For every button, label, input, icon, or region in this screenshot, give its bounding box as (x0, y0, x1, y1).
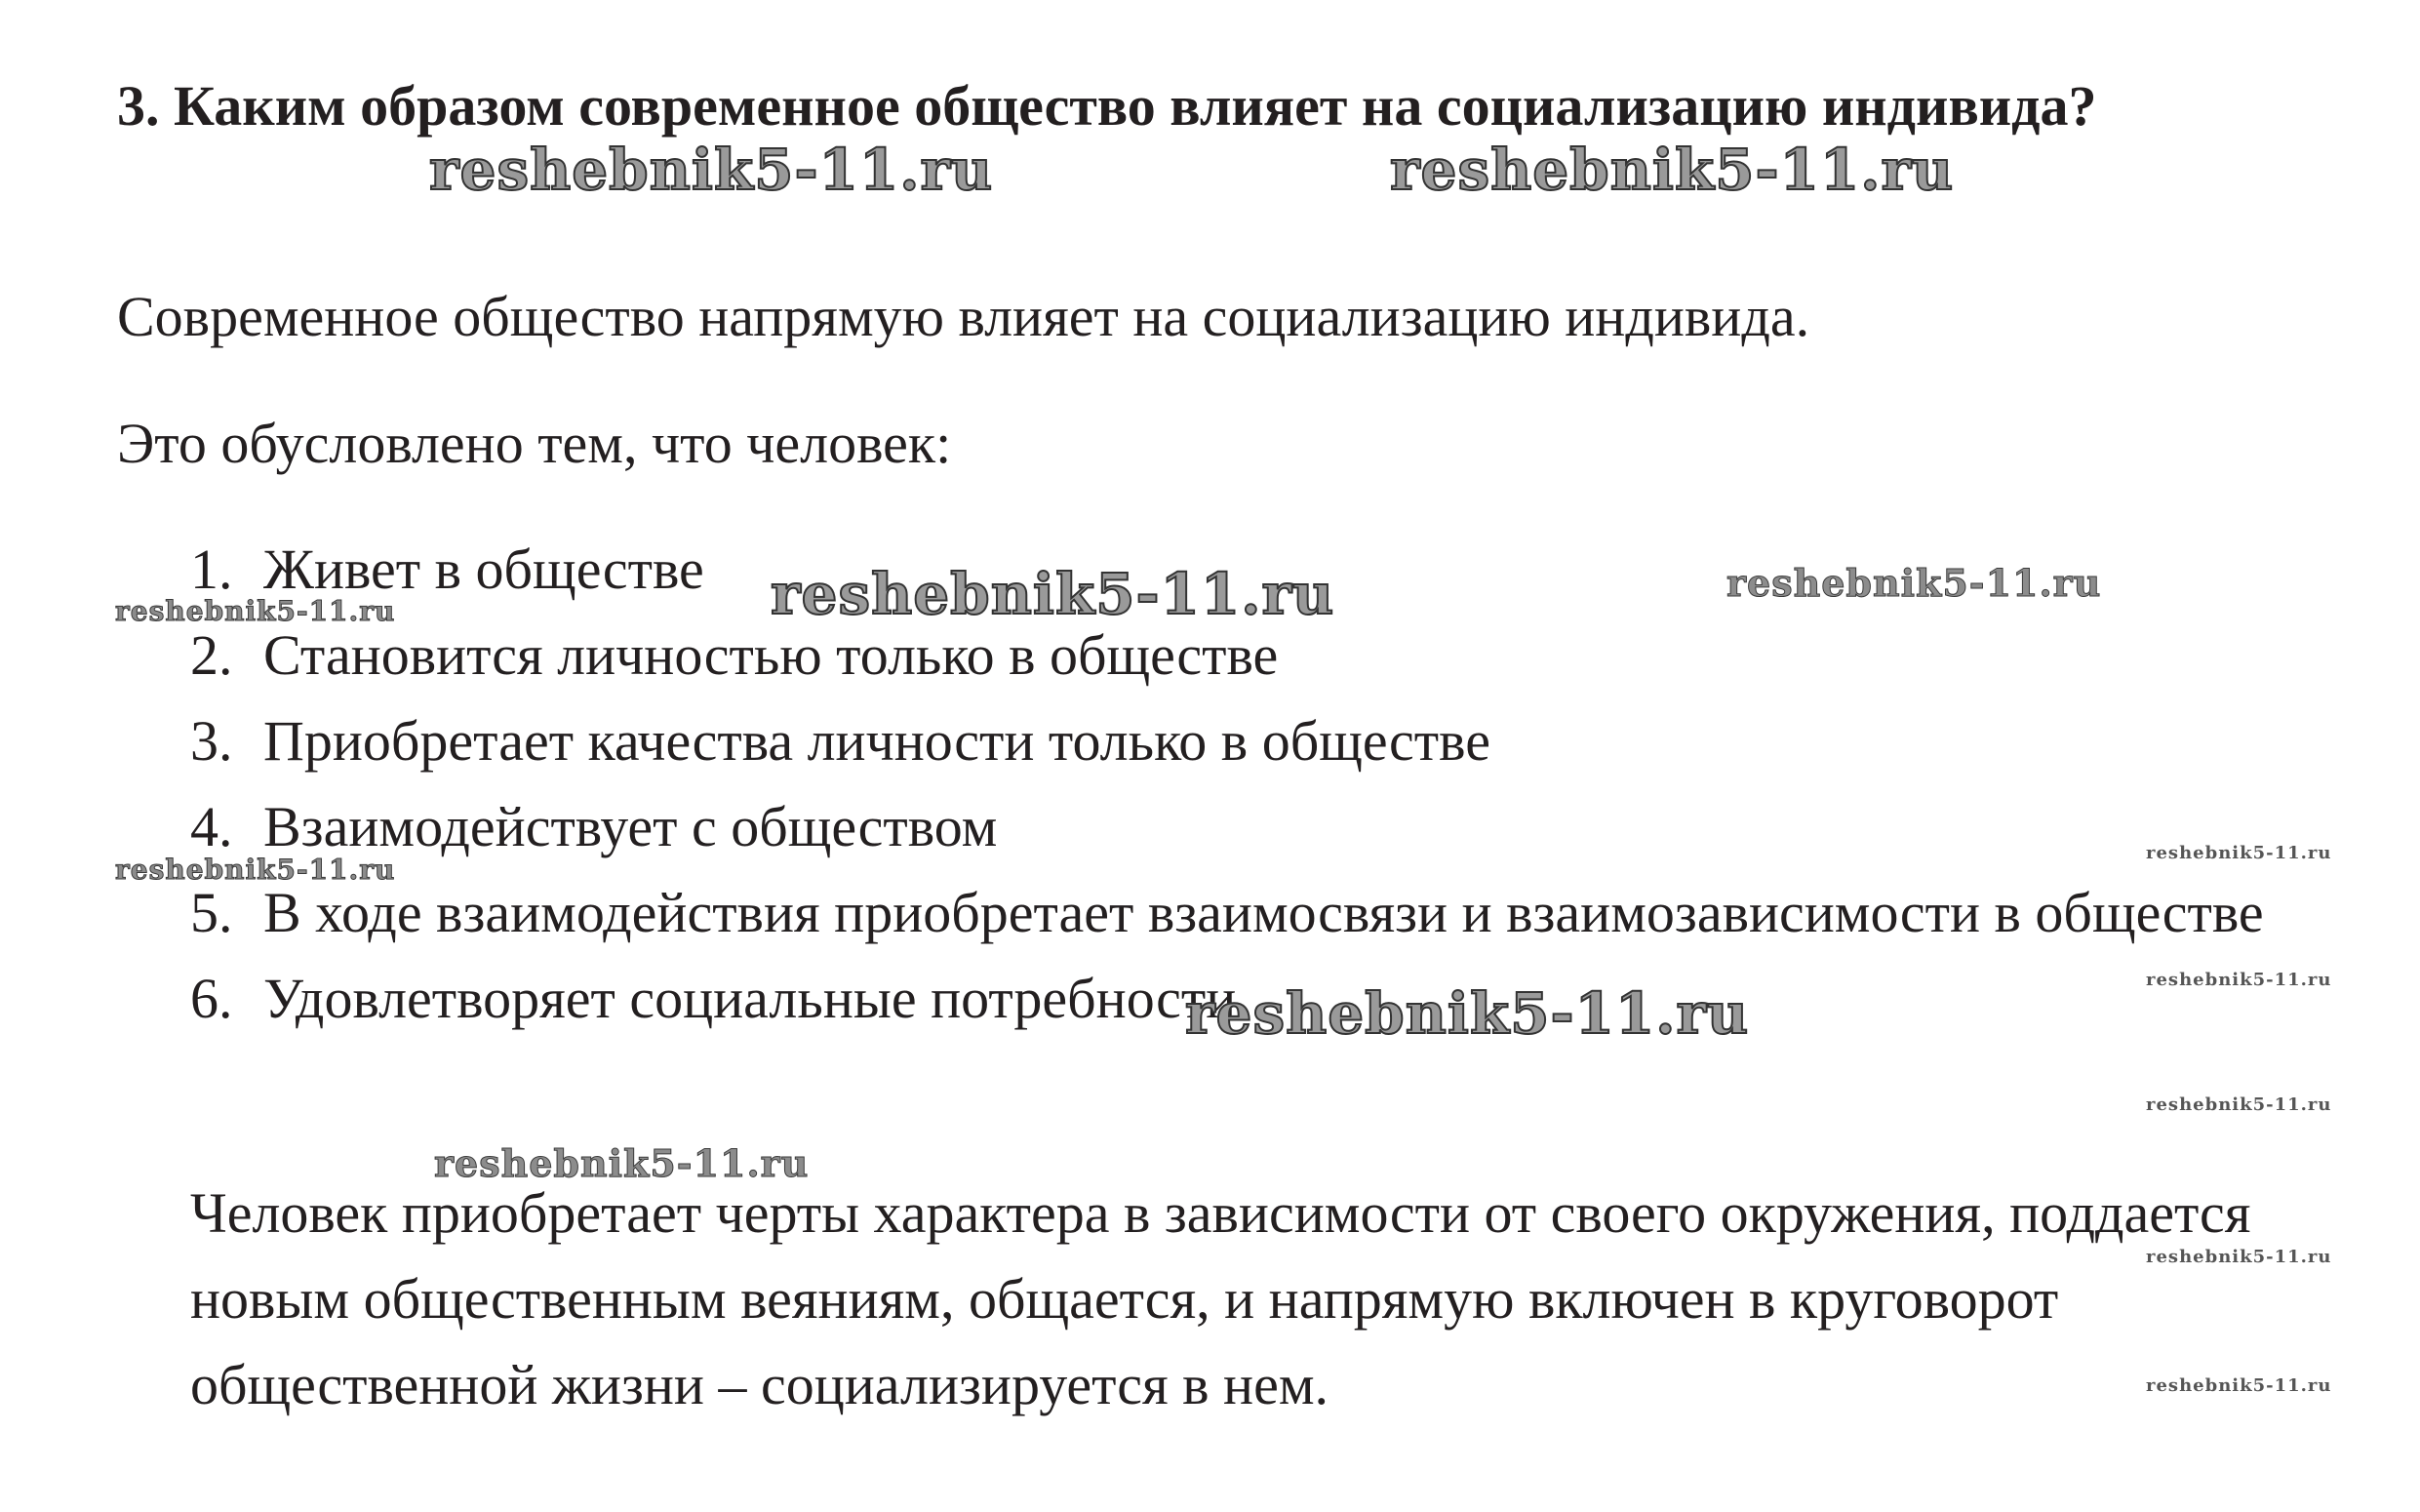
watermark: reshebnik5-11.ru (771, 561, 1335, 627)
watermark: reshebnik5-11.ru (2146, 843, 2332, 863)
list-item-number: 2. (190, 623, 233, 687)
list-item-text: Приобретает качества личности только в обществе (263, 709, 1490, 773)
answer-intro: Современное общество напрямую влияет на социализацию индивида. (117, 285, 1810, 348)
question-title: 3. Каким образом современное общество влияет на социализацию индивида? (117, 74, 2097, 138)
list-item-number: 4. (190, 795, 233, 858)
list-item-text: Взаимодействует с обществом (263, 795, 998, 858)
list-item-number: 6. (190, 967, 233, 1030)
watermark: reshebnik5-11.ru (1726, 561, 2102, 605)
watermark: reshebnik5-11.ru (434, 1141, 810, 1185)
answer-lead: Это обусловлено тем, что человек: (117, 412, 952, 475)
list-item (117, 698, 2360, 784)
watermark: reshebnik5-11.ru (2146, 1094, 2332, 1115)
list-item (117, 870, 2420, 956)
watermark: reshebnik5-11.ru (2146, 970, 2332, 990)
watermark: reshebnik5-11.ru (1390, 137, 1955, 203)
list-item-number: 3. (190, 709, 233, 773)
list-item-text: Удовлетворяет социальные потребности (263, 967, 1237, 1030)
list-item-text: Живет в обществе (263, 537, 704, 601)
watermark: reshebnik5-11.ru (2146, 1247, 2332, 1267)
watermark: reshebnik5-11.ru (115, 854, 396, 886)
watermark: reshebnik5-11.ru (2146, 1375, 2332, 1396)
watermark: reshebnik5-11.ru (115, 595, 396, 627)
watermark: reshebnik5-11.ru (1185, 980, 1750, 1047)
list-item-number: 1. (190, 537, 233, 601)
list-item (117, 784, 2360, 870)
watermark: reshebnik5-11.ru (429, 137, 994, 203)
list-item-text: Становится личностью только в обществе (263, 623, 1279, 687)
list-item-number: 5. (190, 881, 233, 944)
answer-conclusion: Человек приобретает черты характера в зависимости от своего окружения, поддается новым общественным веяниям, общается, и напрямую включен в круговорот общественной жизни – социализируется в нем. (190, 1181, 2251, 1416)
list-item-text: В ходе взаимодействия приобретает взаимосвязи и взаимозависимости в обществе (263, 881, 2264, 944)
